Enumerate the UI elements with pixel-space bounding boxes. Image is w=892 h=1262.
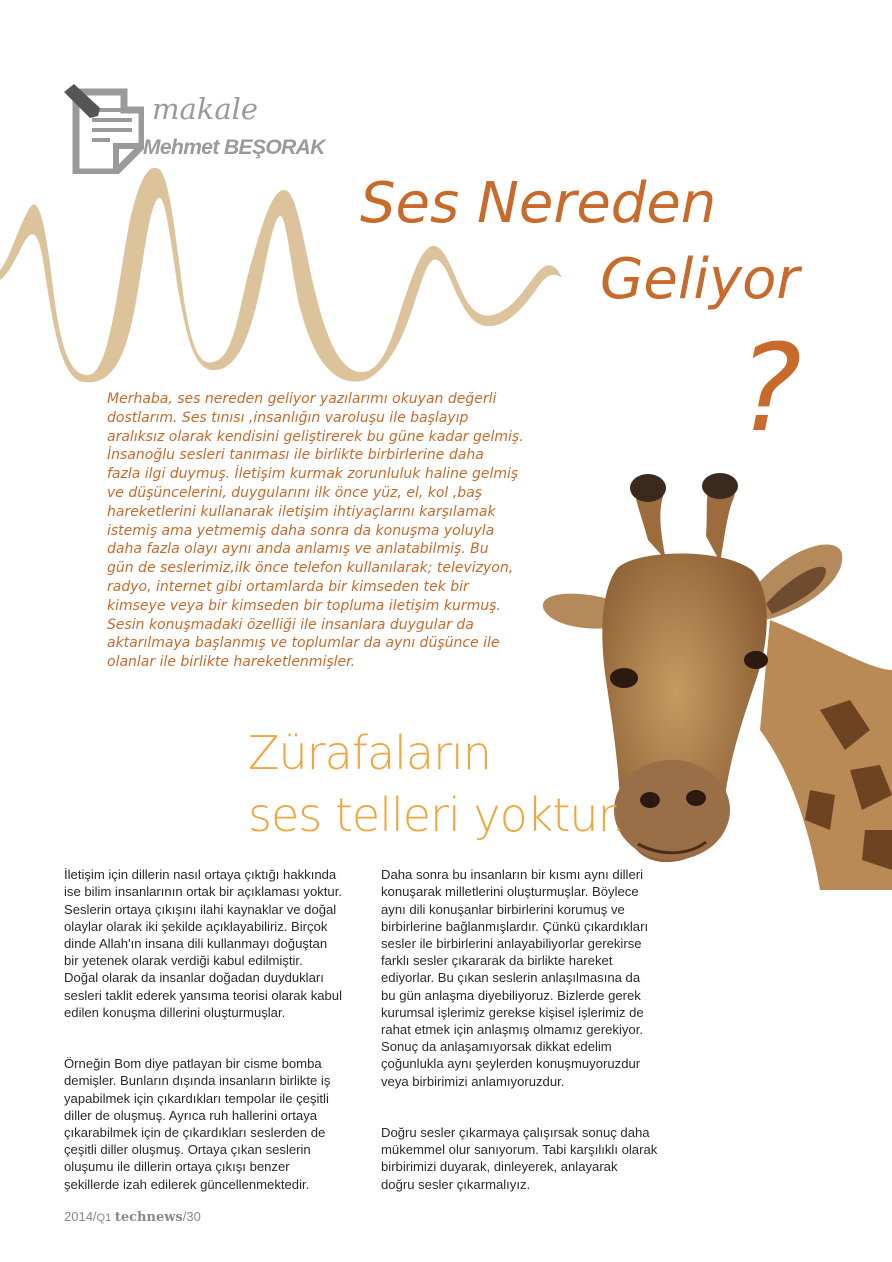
subheading-line-2: ses telleri yoktur. <box>248 788 625 842</box>
subheading-line-1: Zürafaların <box>248 726 491 780</box>
body-column-left <box>64 849 384 1227</box>
body-paragraph: Örneğin Bom diye patlayan bir cisme bomba demişler. Bunların dışında insanların birlikte iş yapabilmek için çıkardıkları tempolar ile çeşitli diller de oluşmuş. Ayrıca ruh hallerini ortaya çıkarabilmek için de çıkardıkları seslerden de çeşitli diller oluşmuş. Ortaya çıkan seslerin oluşumu ile dillerin ortaya çıkışı benzer şekillerde izah edilerek güncellenmektedir. <box>64 1056 331 1192</box>
footer-brand: technews <box>114 1210 183 1225</box>
body-paragraph: Doğru sesler çıkarmaya çalışırsak sonuç daha mükemmel olur sanıyorum. Tabi karşılıklı olarak birbirimizi duyarak, dinleyerek, anlayarak doğru sesler çıkarmalıyız. <box>381 1125 658 1192</box>
page-footer <box>64 1209 201 1225</box>
footer-issue-quarter: Q1 <box>96 1212 112 1224</box>
body-paragraph: Daha sonra bu insanların bir kısmı aynı dilleri konuşarak milletlerini oluşturmuşlar. Böylece aynı dili konuşanlar birbirlerini korumuş ve birbirlerine bağlanmışlardır. Çünkü çıkardıkları sesler ile birbirlerini anlayabiliyorlar gerekirse farklı sesler çıkararak da birlikte hareket ediyorlar. Bu çıkan seslerin anlaşılmasına da bu gün anlaşma diyebiliyoruz. Bizlerde gerek kurumsal işlerimiz gerekse kişisel işlerimiz de rahat etmek için anlaşmış olmamız gerekiyor. Sonuç da anlaşamıyorsak dikkat edelim çoğunlukla aynı şeylerden konuşmuyoruzdur veya birbirimizi anlamıyoruzdur. <box>381 867 649 1089</box>
intro-paragraph: Merhaba, ses nereden geliyor yazılarımı okuyan değerli dostlarım. Ses tınısı ,insanlığın varoluşu ile başlayıp aralıksız olarak kendisini geliştirerek bu güne kadar gelmiş. İnsanoğlu sesleri tanıması ile birlikte birbirlerine daha fazla ilgi duymuş. İletişim kurmak zorunluluk haline gelmiş ve düşüncelerini, duygularını ilk önce yüz, el, kol ,baş hareketlerini kullanarak iletişim ihtiyaçlarını karşılamak istemiş ama yetmemiş daha sonra da konuşma yoluyla daha fazla olayı aynı anda anlamış ve anlatabilmiş. Bu gün de seslerimiz,ilk önce telefon kullanılarak; televizyon, radyo, internet gibi ortamlarda bir kimseden tek bir kimseye veya bir kimseden bir topluma iletişim kurmuş. Sesin konuşmadaki özelliği ile insanlara duygular da aktarılmaya başlanmış ve toplumlar da aynı düşünce ile olanlar ile birlikte hareketlenmişler. <box>107 391 524 671</box>
body-paragraph: İletişim için dillerin nasıl ortaya çıktığı hakkında ise bilim insanlarının ortak bir açıklaması yoktur. Seslerin ortaya çıkışını ilahi kaynaklar ve doğal olaylar olarak iki şekilde açıklayabiliriz. Birçok dinde Allah'ın insana dili kullanmayı doğuştan bir yetenek olarak verdiği kabul edilmiştir. Doğal olarak da insanlar doğadan duydukları sesleri taklit ederek yansıma teorisi olarak kabul edilen konuşma dillerini oluşturmuşlar. <box>64 867 342 1020</box>
question-mark-graphic: ? <box>738 320 802 459</box>
author-name: Mehmet BEŞORAK <box>143 136 325 159</box>
footer-issue-year: 2014/ <box>64 1209 97 1224</box>
article-title-line-2: Geliyor <box>600 247 800 312</box>
article-title-line-1: Ses Nereden <box>360 171 717 236</box>
section-label: makale <box>152 92 259 126</box>
body-column-right <box>381 849 711 1227</box>
footer-page-number: /30 <box>182 1209 201 1224</box>
